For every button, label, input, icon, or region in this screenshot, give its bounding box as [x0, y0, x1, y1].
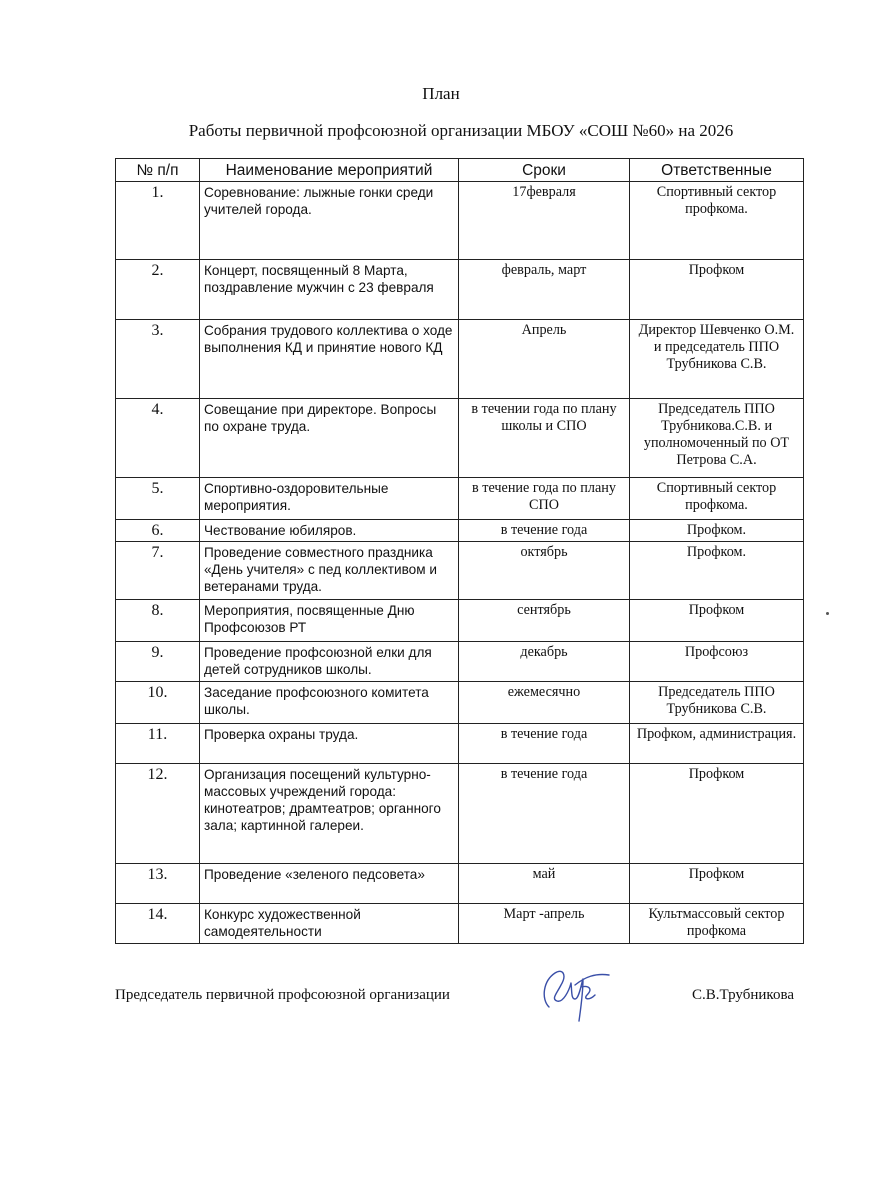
row-term: в течение года — [459, 724, 630, 764]
row-responsible: Культмассовый сектор профкома — [630, 904, 804, 944]
row-term: Апрель — [459, 320, 630, 399]
row-term: в течении года по плану школы и СПО — [459, 399, 630, 478]
row-event: Спортивно-оздоровительные мероприятия. — [200, 478, 459, 520]
signatory-position: Председатель первичной профсоюзной организации — [115, 987, 450, 1003]
row-responsible: Профком. — [630, 520, 804, 542]
table-row — [116, 642, 804, 682]
document-title: План — [422, 84, 460, 103]
row-responsible: Профком. — [630, 542, 804, 600]
row-event: Проверка охраны труда. — [200, 724, 459, 764]
table-row — [116, 724, 804, 764]
row-term: декабрь — [459, 642, 630, 682]
row-event: Чествование юбиляров. — [200, 520, 459, 542]
row-number: 6. — [116, 520, 200, 542]
row-event: Организация посещений культурно-массовых учреждений города: кинотеатров; драмтеатров; органного зала; картинной галереи. — [200, 764, 459, 864]
header-term: Сроки — [459, 159, 630, 182]
row-responsible: Председатель ППО Трубникова С.В. — [630, 682, 804, 724]
row-term: февраль, март — [459, 260, 630, 320]
table-row — [116, 478, 804, 520]
row-event: Собрания трудового коллектива о ходе выполнения КД и принятие нового КД — [200, 320, 459, 399]
table-row — [116, 260, 804, 320]
header-event: Наименование мероприятий — [200, 159, 459, 182]
row-number: 9. — [116, 642, 200, 682]
row-number: 11. — [116, 724, 200, 764]
row-event: Проведение профсоюзной елки для детей сотрудников школы. — [200, 642, 459, 682]
table-row — [116, 864, 804, 904]
row-number: 7. — [116, 542, 200, 600]
row-responsible: Профсоюз — [630, 642, 804, 682]
row-responsible: Спортивный сектор профкома. — [630, 182, 804, 260]
row-event: Мероприятия, посвященные Дню Профсоюзов РТ — [200, 600, 459, 642]
row-term: 17февраля — [459, 182, 630, 260]
row-event: Заседание профсоюзного комитета школы. — [200, 682, 459, 724]
row-number: 2. — [116, 260, 200, 320]
row-number: 13. — [116, 864, 200, 904]
table-row — [116, 520, 804, 542]
row-term: октябрь — [459, 542, 630, 600]
table-row — [116, 320, 804, 399]
row-event: Проведение «зеленого педсовета» — [200, 864, 459, 904]
table-row — [116, 764, 804, 864]
row-responsible: Профком — [630, 600, 804, 642]
row-number: 8. — [116, 600, 200, 642]
row-responsible: Профком — [630, 764, 804, 864]
row-event: Соревнование: лыжные гонки среди учителей города. — [200, 182, 459, 260]
header-number: № п/п — [116, 159, 200, 182]
table-header-row — [116, 159, 804, 182]
table-row — [116, 682, 804, 724]
table-row — [116, 399, 804, 478]
row-number: 10. — [116, 682, 200, 724]
row-term: в течение года — [459, 764, 630, 864]
row-number: 12. — [116, 764, 200, 864]
row-event: Совещание при директоре. Вопросы по охране труда. — [200, 399, 459, 478]
plan-table — [115, 158, 804, 944]
row-number: 14. — [116, 904, 200, 944]
header-responsible: Ответственные — [630, 159, 804, 182]
row-responsible: Профком, администрация. — [630, 724, 804, 764]
row-term: ежемесячно — [459, 682, 630, 724]
signatory-name: С.В.Трубникова — [692, 987, 794, 1003]
row-event: Концерт, посвященный 8 Марта, поздравление мужчин с 23 февраля — [200, 260, 459, 320]
row-number: 5. — [116, 478, 200, 520]
table-row — [116, 600, 804, 642]
row-term: сентябрь — [459, 600, 630, 642]
row-term: Март -апрель — [459, 904, 630, 944]
row-term: май — [459, 864, 630, 904]
row-event: Проведение совместного праздника «День учителя» с пед коллективом и ветеранами труда. — [200, 542, 459, 600]
row-term: в течение года — [459, 520, 630, 542]
row-responsible: Профком — [630, 260, 804, 320]
table-row — [116, 904, 804, 944]
table-row — [116, 182, 804, 260]
row-event: Конкурс художественной самодеятельности — [200, 904, 459, 944]
row-responsible: Спортивный сектор профкома. — [630, 478, 804, 520]
row-term: в течение года по плану СПО — [459, 478, 630, 520]
row-number: 1. — [116, 182, 200, 260]
document-subtitle: Работы первичной профсоюзной организации МБОУ «СОШ №60» на 2026 — [188, 121, 734, 140]
handwritten-signature — [535, 955, 615, 1025]
row-number: 3. — [116, 320, 200, 399]
scan-speck — [826, 612, 829, 615]
row-responsible: Профком — [630, 864, 804, 904]
table-row — [116, 542, 804, 600]
row-responsible: Председатель ППО Трубникова.С.В. и уполномоченный по ОТ Петрова С.А. — [630, 399, 804, 478]
row-number: 4. — [116, 399, 200, 478]
row-responsible: Директор Шевченко О.М. и председатель ППО Трубникова С.В. — [630, 320, 804, 399]
